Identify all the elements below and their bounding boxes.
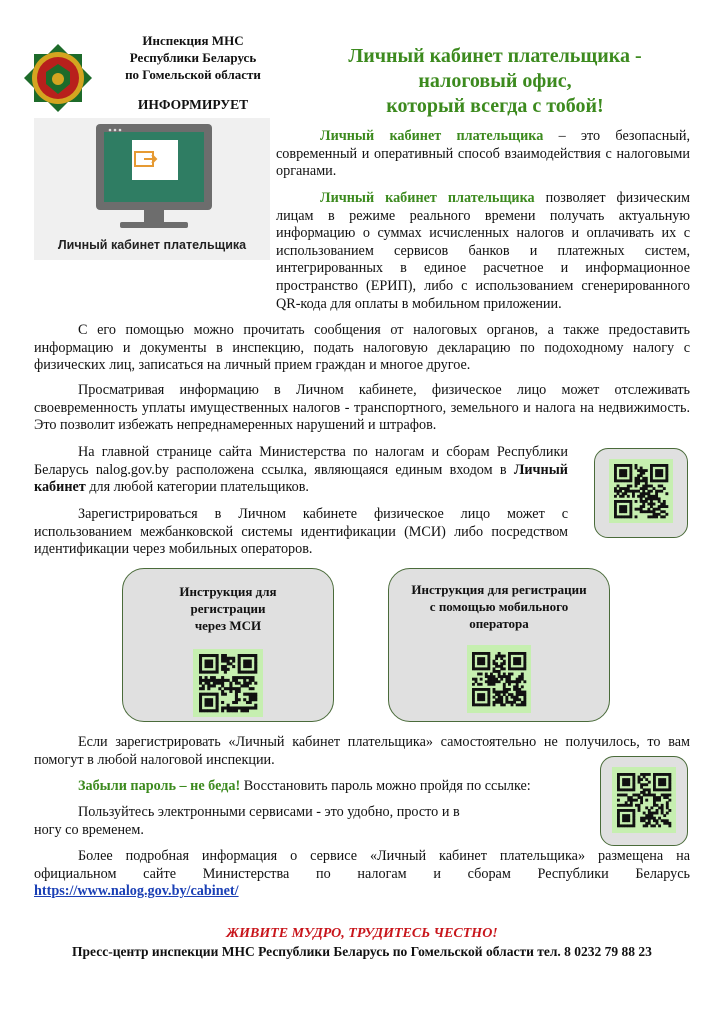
motto: ЖИВИТЕ МУДРО, ТРУДИТЕСЬ ЧЕСТНО! [226,926,498,941]
paragraph-8 [34,778,594,796]
press-center-contact: Пресс-центр инспекции МНС Республики Беларусь по Гомельской области тел. 8 0232 79 88 23 [72,944,652,959]
title-line-2: налоговый офис, [418,70,572,92]
paragraph-8-rest: Восстановить пароль можно пройдя по ссылке: [240,778,531,794]
paragraph-6-text: Зарегистрироваться в Личном кабинете физическое лицо может с использованием межбанковской системы идентификации (МСИ) либо посредством идентификации через мобильных операторов. [34,506,568,558]
msi-line-1: Инструкция для [179,584,277,599]
paragraph-6 [34,506,568,559]
illustration [34,118,270,260]
paragraph-9 [34,804,534,839]
paragraph-4 [34,382,690,435]
instruction-box-msi[interactable] [122,568,334,722]
paragraph-4-text: Просматривая информацию в Личном кабинете, физическое лицо может отслеживать своевременность уплаты имущественных налогов - транспортного, земельного и налога на недвижимость. Это позволит избежать непреднамеренных нарушений и штрафов. [34,382,690,434]
paragraph-5-b: для любой категории плательщиков. [85,479,309,496]
intro-paragraph-2 [276,190,690,313]
org-line-1: Инспекция МНС [142,33,244,48]
paragraph-10-text: Более подробная информация о сервисе «Личный кабинет плательщика» размещена на официальном сайте Министерства по налогам и сборам Республики Беларусь [34,848,690,882]
paragraph-5 [34,444,568,497]
paragraph-9-line-1: Пользуйтесь электронными сервисами - это удобно, просто и в [78,804,460,820]
qr-code-icon[interactable] [612,767,676,833]
intro-rest-2: позволяет физическим лицам в режиме реального времени получать актуальную информацию о суммах исчисленных налогов и оплачивать их с использованием сервисов банков и платежных систем, интегрированных в единое расчетное и информационное пространство (ЕРИП), либо с использованием сгенерированного QR-кода для оплаты в мобильном приложении. [276,190,691,312]
title-line-1: Личный кабинет плательщика - [348,45,642,67]
paragraph-7-text: Если зарегистрировать «Личный кабинет плательщика» самостоятельно не получилось, то вам помогут в любой налоговой инспекции. [34,734,690,768]
mobile-line-3: оператора [469,616,529,631]
org-name [100,32,286,83]
qr-box-cabinet[interactable] [594,448,688,538]
cabinet-link[interactable]: https://www.nalog.gov.by/cabinet/ [34,883,239,900]
paragraph-9-line-2: ногу со временем. [34,821,144,838]
page-title [290,44,700,119]
informs-label: ИНФОРМИРУЕТ [137,97,249,112]
instruction-box-mobile[interactable] [388,568,610,722]
mobile-line-1: Инструкция для регистрации [411,582,587,597]
monitor-icon [34,118,270,238]
qr-code-icon[interactable] [193,649,263,717]
paragraph-5-a: На главной странице сайта Министерства по налогам и сборам Республики Беларусь nalog.gov.by расположена ссылка, являющаяся единым входом в [34,444,568,478]
mobile-line-2: с помощью мобильного [429,599,569,614]
org-line-3: по Гомельской области [125,67,261,82]
illustration-caption: Личный кабинет плательщика [57,238,247,252]
title-line-3: который всегда с тобой! [386,95,604,117]
intro-strong-2: Личный кабинет плательщика [320,190,535,206]
paragraph-3-text: С его помощью можно прочитать сообщения от налоговых органов, а также предоставить информацию и документы в инспекцию, подать налоговую декларацию по подоходному налогу с физических лиц, записаться на личный прием граждан и многое другое. [34,322,690,374]
paragraph-3 [34,322,690,375]
paragraph-7 [34,734,690,769]
emblem-icon [22,42,94,114]
paragraph-5-strong: Личный кабинет [34,461,568,496]
forgot-password-label: Забыли пароль – не беда! [78,778,241,794]
msi-line-3: через МСИ [194,618,262,633]
org-line-2: Республики Беларусь [129,50,257,65]
intro-rest-1: – это безопасный, современный и оперативный способ взаимодействия с налоговыми органами. [276,128,690,180]
intro-strong-1: Личный кабинет плательщика [320,128,544,144]
qr-box-password[interactable] [600,756,688,846]
intro-paragraph-1 [276,128,690,181]
qr-code-icon[interactable] [467,645,531,713]
msi-line-2: регистрации [190,601,266,616]
qr-code-icon[interactable] [609,459,673,523]
paragraph-10 [34,848,690,901]
